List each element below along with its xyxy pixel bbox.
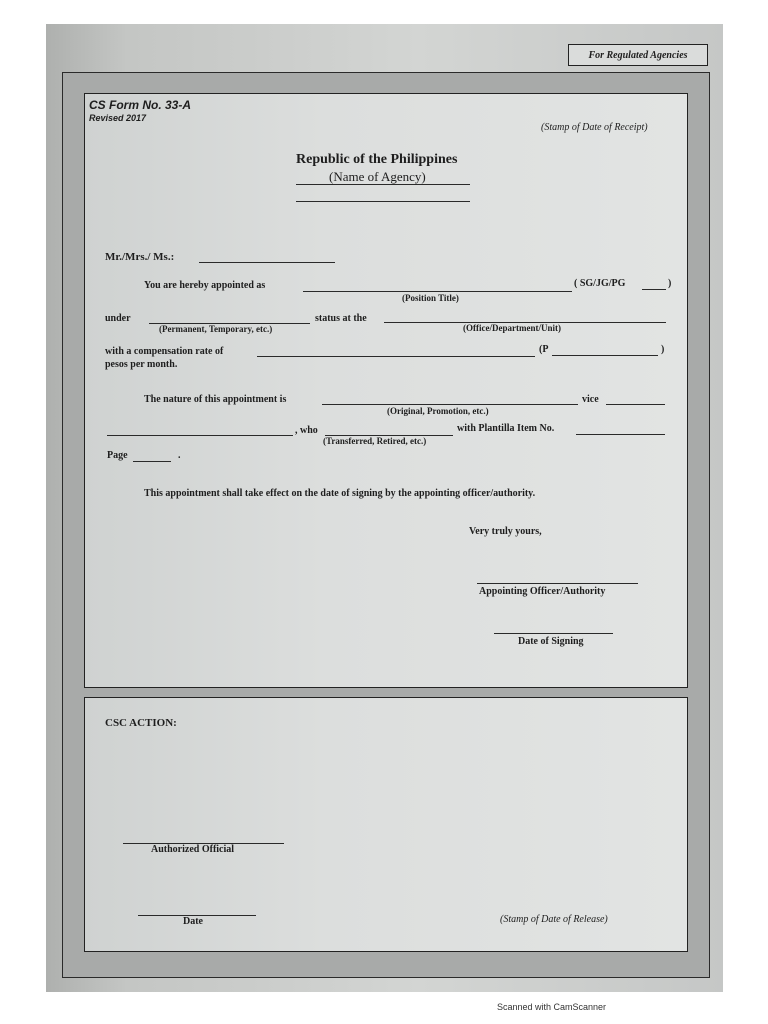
page-line <box>133 461 171 462</box>
nature-options-caption: (Original, Promotion, etc.) <box>387 406 489 416</box>
release-date-label: Date <box>183 916 203 927</box>
nature-label: The nature of this appointment is <box>144 394 287 405</box>
plantilla-line <box>576 434 665 435</box>
peso-open: (P <box>539 344 549 355</box>
effect-statement: This appointment shall take effect on the date of signing by the appointing officer/authority. <box>144 488 536 499</box>
salutation: Mr./Mrs./ Ms.: <box>105 251 175 263</box>
vice-line <box>606 404 665 405</box>
pesos-per-month: pesos per month. <box>105 359 178 370</box>
appointed-as-label: You are hereby appointed as <box>144 280 266 291</box>
predecessor-line <box>107 435 293 436</box>
status-options-caption: (Permanent, Temporary, etc.) <box>159 324 273 334</box>
appointing-officer-label: Appointing Officer/Authority <box>479 586 606 597</box>
compensation-words-line <box>257 356 535 357</box>
scanned-sheet <box>46 24 723 992</box>
republic-title: Republic of the Philippines <box>296 152 458 167</box>
compensation-label: with a compensation rate of <box>105 346 224 357</box>
revised-date: Revised 2017 <box>89 113 147 123</box>
page-label: Page <box>107 450 128 461</box>
date-of-signing-line <box>494 633 613 634</box>
authorized-official-label: Authorized Official <box>151 844 235 855</box>
appointment-panel <box>84 93 688 688</box>
form-number: CS Form No. 33-A <box>89 98 192 112</box>
compensation-figure-line <box>552 355 658 356</box>
agency-placeholder: (Name of Agency) <box>329 169 426 184</box>
plantilla-label: with Plantilla Item No. <box>457 423 555 434</box>
appointee-name-line <box>199 262 335 263</box>
camscanner-footer: Scanned with CamScanner <box>497 1002 607 1012</box>
csc-action-panel <box>84 697 688 952</box>
agency-address-line <box>296 201 470 202</box>
vice-label: vice <box>582 394 599 405</box>
salary-grade-line <box>642 289 666 290</box>
appointing-officer-signature-line <box>477 583 638 584</box>
who-options-caption: (Transferred, Retired, etc.) <box>323 436 427 446</box>
who-label: , who <box>295 425 318 436</box>
stamp-date-receipt: (Stamp of Date of Receipt) <box>541 122 648 133</box>
office-caption: (Office/Department/Unit) <box>463 323 561 333</box>
salary-grade-label: ( SG/JG/PG <box>574 278 626 289</box>
regulated-agencies-tag <box>568 44 708 66</box>
peso-close: ) <box>661 344 665 355</box>
date-of-signing-label: Date of Signing <box>518 636 584 647</box>
regulated-tag-text: For Regulated Agencies <box>588 49 688 61</box>
salary-grade-close: ) <box>668 278 672 289</box>
nature-line <box>322 404 578 405</box>
csc-action-heading: CSC ACTION: <box>105 717 177 729</box>
position-line <box>303 291 572 292</box>
page-period: . <box>178 450 181 461</box>
under-label: under <box>105 313 131 324</box>
stamp-date-release: (Stamp of Date of Release) <box>500 914 608 925</box>
position-title-caption: (Position Title) <box>402 293 459 303</box>
status-at-label: status at the <box>315 313 367 324</box>
closing-text: Very truly yours, <box>469 526 542 537</box>
